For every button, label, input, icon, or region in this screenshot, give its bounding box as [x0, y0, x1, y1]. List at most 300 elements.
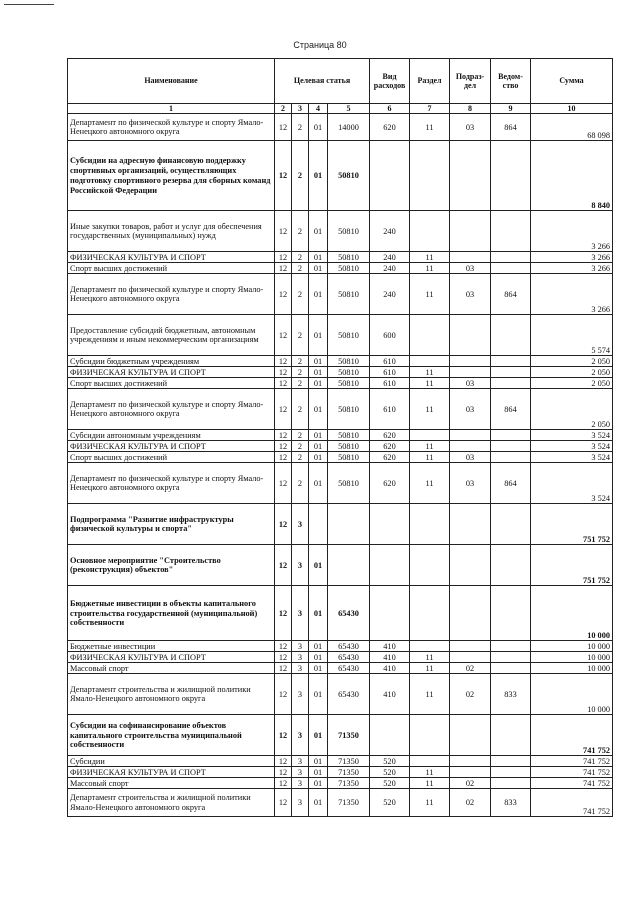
- col-code-2: 12: [275, 674, 292, 715]
- col-number: 3: [292, 104, 309, 114]
- row-name: Спорт высших достижений: [68, 452, 275, 463]
- col-code-4: 01: [309, 389, 328, 430]
- row-name: Департамент строительства и жилищной политики Ямало-Ненецкого автономного округа: [68, 674, 275, 715]
- col-code-4: 01: [309, 715, 328, 756]
- row-sum: 3 266: [531, 252, 613, 263]
- table-row: [68, 367, 613, 378]
- row-sum: 3 524: [531, 463, 613, 504]
- col-code-5: 65430: [328, 674, 370, 715]
- col-podrazdel: 03: [450, 378, 491, 389]
- table-row: [68, 641, 613, 652]
- col-code-4: 01: [309, 114, 328, 141]
- col-code-5: 50810: [328, 252, 370, 263]
- col-code-3: 2: [292, 452, 309, 463]
- col-vedomstvo: [491, 211, 531, 252]
- col-vedomstvo: [491, 586, 531, 641]
- col-number: 7: [410, 104, 450, 114]
- col-podrazdel: 02: [450, 674, 491, 715]
- col-podrazdel: [450, 545, 491, 586]
- col-code-4: 01: [309, 378, 328, 389]
- row-sum: 751 752: [531, 504, 613, 545]
- row-name: Департамент по физической культуре и спорту Ямало-Ненецкого автономного округа: [68, 463, 275, 504]
- col-vid: 620: [370, 463, 410, 504]
- col-podrazdel: [450, 252, 491, 263]
- col-number: 6: [370, 104, 410, 114]
- col-vedomstvo: 864: [491, 389, 531, 430]
- col-vid: 410: [370, 641, 410, 652]
- col-code-3: 2: [292, 263, 309, 274]
- col-code-5: 65430: [328, 641, 370, 652]
- col-code-5: 50810: [328, 389, 370, 430]
- header-podrazdel: Подраз-дел: [450, 59, 491, 104]
- table-row: [68, 378, 613, 389]
- col-code-2: 12: [275, 315, 292, 356]
- table-row: [68, 767, 613, 778]
- col-vedomstvo: [491, 715, 531, 756]
- col-code-2: 12: [275, 463, 292, 504]
- col-code-2: 12: [275, 504, 292, 545]
- col-number: 4: [309, 104, 328, 114]
- col-code-2: 12: [275, 452, 292, 463]
- col-code-2: 12: [275, 789, 292, 817]
- col-podrazdel: 03: [450, 463, 491, 504]
- col-code-5: 50810: [328, 211, 370, 252]
- col-code-3: 3: [292, 674, 309, 715]
- col-code-2: 12: [275, 274, 292, 315]
- col-code-3: 2: [292, 356, 309, 367]
- col-code-4: 01: [309, 756, 328, 767]
- col-code-2: 12: [275, 767, 292, 778]
- row-name: Подпрограмма "Развитие инфраструктуры физической культуры и спорта": [68, 504, 275, 545]
- row-sum: 2 050: [531, 378, 613, 389]
- col-code-5: 71350: [328, 778, 370, 789]
- row-name: Субсидии автономным учреждениям: [68, 430, 275, 441]
- col-vid: 520: [370, 767, 410, 778]
- col-podrazdel: 02: [450, 663, 491, 674]
- table-row: [68, 652, 613, 663]
- row-name: ФИЗИЧЕСКАЯ КУЛЬТУРА И СПОРТ: [68, 441, 275, 452]
- col-vedomstvo: [491, 641, 531, 652]
- row-sum: 741 752: [531, 715, 613, 756]
- col-code-3: 2: [292, 315, 309, 356]
- col-vedomstvo: [491, 263, 531, 274]
- table-row: [68, 263, 613, 274]
- col-number: 5: [328, 104, 370, 114]
- col-vedomstvo: 864: [491, 114, 531, 141]
- col-code-4: 01: [309, 441, 328, 452]
- col-vedomstvo: [491, 441, 531, 452]
- column-number-row: [68, 104, 613, 114]
- col-number: 1: [68, 104, 275, 114]
- row-sum: 3 266: [531, 211, 613, 252]
- header-row: [68, 59, 613, 104]
- col-number: 9: [491, 104, 531, 114]
- col-code-3: 3: [292, 767, 309, 778]
- row-name: Субсидии на адресную финансовую поддержку спортивных организаций, осуществляющих подготовку спортивного резерва для сборных команд Российской Федерации: [68, 141, 275, 211]
- col-vid: 610: [370, 356, 410, 367]
- row-name: Субсидии: [68, 756, 275, 767]
- col-razdel: [410, 356, 450, 367]
- table-row: [68, 674, 613, 715]
- table-row: [68, 389, 613, 430]
- col-code-5: 71350: [328, 756, 370, 767]
- row-name: ФИЗИЧЕСКАЯ КУЛЬТУРА И СПОРТ: [68, 652, 275, 663]
- table-row: [68, 789, 613, 817]
- col-podrazdel: [450, 652, 491, 663]
- col-code-2: 12: [275, 114, 292, 141]
- col-code-4: 01: [309, 252, 328, 263]
- col-code-3: 2: [292, 367, 309, 378]
- col-code-2: 12: [275, 586, 292, 641]
- row-sum: 10 000: [531, 674, 613, 715]
- col-code-2: 12: [275, 252, 292, 263]
- col-code-2: 12: [275, 756, 292, 767]
- col-code-4: 01: [309, 674, 328, 715]
- row-name: Спорт высших достижений: [68, 263, 275, 274]
- col-podrazdel: [450, 430, 491, 441]
- col-vedomstvo: 864: [491, 463, 531, 504]
- col-vid: 520: [370, 756, 410, 767]
- table-row: [68, 211, 613, 252]
- col-code-4: [309, 504, 328, 545]
- col-code-5: 65430: [328, 663, 370, 674]
- table-row: [68, 430, 613, 441]
- row-name: Субсидии бюджетным учреждениям: [68, 356, 275, 367]
- col-podrazdel: [450, 315, 491, 356]
- col-vedomstvo: [491, 430, 531, 441]
- row-name: Спорт высших достижений: [68, 378, 275, 389]
- col-code-4: 01: [309, 315, 328, 356]
- col-razdel: 11: [410, 767, 450, 778]
- col-code-5: 65430: [328, 586, 370, 641]
- col-code-4: 01: [309, 430, 328, 441]
- col-vedomstvo: 864: [491, 274, 531, 315]
- col-code-5: 50810: [328, 367, 370, 378]
- col-razdel: [410, 141, 450, 211]
- row-name: Бюджетные инвестиции в объекты капитального строительства государственной (муниципальной) собственности: [68, 586, 275, 641]
- col-podrazdel: 03: [450, 452, 491, 463]
- col-code-5: 14000: [328, 114, 370, 141]
- col-code-4: 01: [309, 767, 328, 778]
- col-code-4: 01: [309, 641, 328, 652]
- col-code-5: 50810: [328, 463, 370, 504]
- table-row: [68, 452, 613, 463]
- col-vid: 610: [370, 367, 410, 378]
- col-podrazdel: [450, 211, 491, 252]
- col-vid: 410: [370, 652, 410, 663]
- col-code-3: 3: [292, 545, 309, 586]
- col-razdel: [410, 430, 450, 441]
- col-code-4: 01: [309, 141, 328, 211]
- col-razdel: 11: [410, 114, 450, 141]
- row-name: Департамент строительства и жилищной политики Ямало-Ненецкого автономного округа: [68, 789, 275, 817]
- row-sum: 8 840: [531, 141, 613, 211]
- header-name: Наименование: [68, 59, 275, 104]
- col-code-3: 2: [292, 463, 309, 504]
- table-row: [68, 252, 613, 263]
- col-code-5: 71350: [328, 715, 370, 756]
- col-code-5: 50810: [328, 441, 370, 452]
- col-razdel: 11: [410, 378, 450, 389]
- col-vid: 240: [370, 252, 410, 263]
- col-razdel: [410, 715, 450, 756]
- col-razdel: 11: [410, 367, 450, 378]
- row-sum: 741 752: [531, 778, 613, 789]
- col-code-4: 01: [309, 367, 328, 378]
- col-code-5: 71350: [328, 789, 370, 817]
- col-podrazdel: 03: [450, 274, 491, 315]
- col-code-4: 01: [309, 452, 328, 463]
- col-podrazdel: [450, 641, 491, 652]
- col-code-3: 3: [292, 586, 309, 641]
- col-vid: 240: [370, 274, 410, 315]
- col-razdel: 11: [410, 263, 450, 274]
- col-vedomstvo: 833: [491, 674, 531, 715]
- col-code-4: 01: [309, 545, 328, 586]
- col-razdel: 11: [410, 452, 450, 463]
- col-code-2: 12: [275, 378, 292, 389]
- col-vid: 610: [370, 389, 410, 430]
- col-podrazdel: [450, 141, 491, 211]
- row-sum: 5 574: [531, 315, 613, 356]
- col-code-2: 12: [275, 356, 292, 367]
- col-razdel: [410, 586, 450, 641]
- col-code-5: 50810: [328, 378, 370, 389]
- row-name: ФИЗИЧЕСКАЯ КУЛЬТУРА И СПОРТ: [68, 367, 275, 378]
- row-sum: 2 050: [531, 367, 613, 378]
- col-code-2: 12: [275, 641, 292, 652]
- col-razdel: 11: [410, 663, 450, 674]
- col-code-2: 12: [275, 263, 292, 274]
- col-podrazdel: [450, 356, 491, 367]
- col-razdel: 11: [410, 789, 450, 817]
- col-razdel: 11: [410, 389, 450, 430]
- col-code-4: 01: [309, 356, 328, 367]
- col-vid: 620: [370, 114, 410, 141]
- header-target: Целевая статья: [275, 59, 370, 104]
- col-vid: 600: [370, 315, 410, 356]
- col-code-5: 50810: [328, 141, 370, 211]
- col-code-5: 50810: [328, 274, 370, 315]
- col-razdel: [410, 211, 450, 252]
- col-code-3: 2: [292, 211, 309, 252]
- header-summa: Сумма: [531, 59, 613, 104]
- col-vedomstvo: [491, 356, 531, 367]
- col-vedomstvo: [491, 378, 531, 389]
- col-vid: 240: [370, 211, 410, 252]
- row-name: Департамент по физической культуре и спорту Ямало-Ненецкого автономного округа: [68, 114, 275, 141]
- row-name: Массовый спорт: [68, 778, 275, 789]
- col-code-4: 01: [309, 211, 328, 252]
- col-vid: [370, 715, 410, 756]
- table-row: [68, 778, 613, 789]
- col-code-5: 50810: [328, 263, 370, 274]
- table-row: [68, 663, 613, 674]
- col-code-2: 12: [275, 715, 292, 756]
- col-code-2: 12: [275, 211, 292, 252]
- col-vedomstvo: [491, 778, 531, 789]
- row-sum: 741 752: [531, 789, 613, 817]
- col-vid: 410: [370, 663, 410, 674]
- col-vedomstvo: [491, 652, 531, 663]
- col-razdel: [410, 641, 450, 652]
- col-code-2: 12: [275, 389, 292, 430]
- col-razdel: [410, 756, 450, 767]
- row-name: Бюджетные инвестиции: [68, 641, 275, 652]
- col-code-5: 65430: [328, 652, 370, 663]
- col-razdel: 11: [410, 463, 450, 504]
- col-code-4: 01: [309, 463, 328, 504]
- row-sum: 3 524: [531, 452, 613, 463]
- col-code-3: 2: [292, 378, 309, 389]
- col-code-5: 50810: [328, 356, 370, 367]
- col-vid: 410: [370, 674, 410, 715]
- col-razdel: [410, 315, 450, 356]
- col-code-4: 01: [309, 274, 328, 315]
- col-podrazdel: [450, 441, 491, 452]
- col-vid: [370, 504, 410, 545]
- col-vid: [370, 141, 410, 211]
- col-code-4: 01: [309, 789, 328, 817]
- col-podrazdel: [450, 504, 491, 545]
- col-razdel: 11: [410, 274, 450, 315]
- col-code-3: 2: [292, 274, 309, 315]
- col-vedomstvo: [491, 367, 531, 378]
- table-body: [68, 114, 613, 817]
- col-code-3: 3: [292, 789, 309, 817]
- row-sum: 3 266: [531, 263, 613, 274]
- row-sum: 10 000: [531, 641, 613, 652]
- header-vedomstvo: Ведом-ство: [491, 59, 531, 104]
- col-podrazdel: 02: [450, 789, 491, 817]
- col-code-2: 12: [275, 441, 292, 452]
- col-razdel: 11: [410, 778, 450, 789]
- col-code-3: 2: [292, 141, 309, 211]
- col-code-3: 3: [292, 663, 309, 674]
- row-sum: 10 000: [531, 663, 613, 674]
- col-code-4: 01: [309, 663, 328, 674]
- col-razdel: [410, 504, 450, 545]
- col-code-2: 12: [275, 141, 292, 211]
- row-name: Иные закупки товаров, работ и услуг для обеспечения государственных (муниципальных) нужд: [68, 211, 275, 252]
- row-sum: 2 050: [531, 356, 613, 367]
- table-row: [68, 315, 613, 356]
- col-vedomstvo: [491, 767, 531, 778]
- col-code-4: 01: [309, 263, 328, 274]
- col-podrazdel: 03: [450, 389, 491, 430]
- col-code-5: 50810: [328, 315, 370, 356]
- table-row: [68, 756, 613, 767]
- row-sum: 741 752: [531, 756, 613, 767]
- table-row: [68, 114, 613, 141]
- col-code-5: 71350: [328, 767, 370, 778]
- col-vid: 620: [370, 452, 410, 463]
- row-name: ФИЗИЧЕСКАЯ КУЛЬТУРА И СПОРТ: [68, 767, 275, 778]
- col-code-3: 3: [292, 778, 309, 789]
- col-vedomstvo: [491, 504, 531, 545]
- table-row: [68, 274, 613, 315]
- col-podrazdel: [450, 367, 491, 378]
- page-header: Страница 80: [293, 40, 347, 50]
- col-code-5: [328, 504, 370, 545]
- col-podrazdel: [450, 586, 491, 641]
- row-sum: 3 524: [531, 441, 613, 452]
- col-podrazdel: 03: [450, 114, 491, 141]
- row-sum: 3 266: [531, 274, 613, 315]
- col-vedomstvo: [491, 663, 531, 674]
- col-code-2: 12: [275, 430, 292, 441]
- col-vedomstvo: [491, 252, 531, 263]
- col-code-2: 12: [275, 663, 292, 674]
- col-razdel: [410, 545, 450, 586]
- col-code-5: [328, 545, 370, 586]
- row-name: Массовый спорт: [68, 663, 275, 674]
- budget-table: [67, 58, 613, 817]
- col-code-2: 12: [275, 367, 292, 378]
- col-vid: 620: [370, 441, 410, 452]
- table-row: [68, 141, 613, 211]
- col-code-3: 2: [292, 114, 309, 141]
- col-vid: [370, 586, 410, 641]
- col-code-3: 2: [292, 389, 309, 430]
- col-code-2: 12: [275, 545, 292, 586]
- col-podrazdel: [450, 767, 491, 778]
- col-razdel: 11: [410, 674, 450, 715]
- table-row: [68, 545, 613, 586]
- row-sum: 10 000: [531, 586, 613, 641]
- table-row: [68, 441, 613, 452]
- col-code-3: 3: [292, 652, 309, 663]
- col-code-3: 3: [292, 756, 309, 767]
- col-vedomstvo: [491, 141, 531, 211]
- col-vedomstvo: [491, 545, 531, 586]
- col-vid: [370, 545, 410, 586]
- col-razdel: 11: [410, 652, 450, 663]
- row-name: Департамент по физической культуре и спорту Ямало-Ненецкого автономного округа: [68, 274, 275, 315]
- table-row: [68, 463, 613, 504]
- col-vedomstvo: 833: [491, 789, 531, 817]
- col-number: 10: [531, 104, 613, 114]
- row-sum: 741 752: [531, 767, 613, 778]
- table-row: [68, 586, 613, 641]
- col-vid: 610: [370, 378, 410, 389]
- row-sum: 10 000: [531, 652, 613, 663]
- row-sum: 751 752: [531, 545, 613, 586]
- col-vid: 520: [370, 778, 410, 789]
- row-name: Основное мероприятие "Строительство (реконструкция) объектов": [68, 545, 275, 586]
- table-row: [68, 504, 613, 545]
- col-code-3: 2: [292, 430, 309, 441]
- header-razdel: Раздел: [410, 59, 450, 104]
- col-code-2: 12: [275, 778, 292, 789]
- row-name: Субсидии на софинансирование объектов капитального строительства муниципальной собственности: [68, 715, 275, 756]
- col-podrazdel: [450, 715, 491, 756]
- col-code-5: 50810: [328, 430, 370, 441]
- col-number: 8: [450, 104, 491, 114]
- col-number: 2: [275, 104, 292, 114]
- row-name: Предоставление субсидий бюджетным, автономным учреждениям и иным некоммерческим организациям: [68, 315, 275, 356]
- col-code-3: 3: [292, 641, 309, 652]
- col-code-4: 01: [309, 778, 328, 789]
- col-code-3: 2: [292, 252, 309, 263]
- col-podrazdel: 02: [450, 778, 491, 789]
- header-vid: Вид расходов: [370, 59, 410, 104]
- col-razdel: 11: [410, 441, 450, 452]
- col-vedomstvo: [491, 315, 531, 356]
- row-sum: 3 524: [531, 430, 613, 441]
- col-podrazdel: [450, 756, 491, 767]
- col-razdel: 11: [410, 252, 450, 263]
